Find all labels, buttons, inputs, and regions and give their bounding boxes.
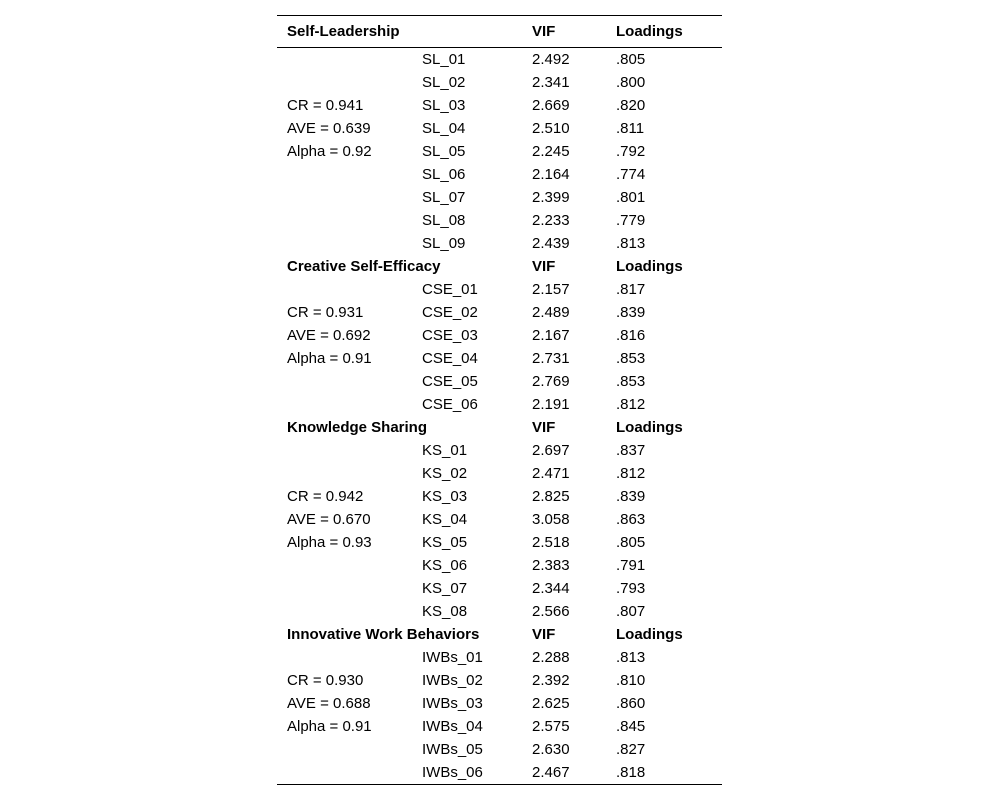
vif-header: VIF [532, 23, 556, 40]
loading-value: .839 [616, 304, 646, 321]
vif-value: 2.245 [532, 143, 570, 160]
empty-cell [277, 577, 422, 600]
reliability-stat: Alpha = 0.91 [287, 718, 372, 735]
item-code: SL_04 [422, 120, 466, 137]
vif-value: 2.731 [532, 350, 570, 367]
table-row [277, 94, 722, 117]
vif-value: 2.510 [532, 120, 570, 137]
table-row [277, 646, 722, 669]
loading-value: .839 [616, 488, 646, 505]
section-title: Innovative Work Behaviors [287, 626, 480, 643]
item-code: IWBs_06 [422, 764, 483, 781]
empty-cell [277, 278, 422, 301]
reliability-stat: AVE = 0.692 [287, 327, 371, 344]
empty-cell [277, 738, 422, 761]
table-row [277, 163, 722, 186]
vif-value: 2.344 [532, 580, 570, 597]
vif-value: 2.492 [532, 51, 570, 68]
loading-value: .813 [616, 235, 646, 252]
loading-value: .820 [616, 97, 646, 114]
table-row [277, 600, 722, 623]
item-code: CSE_04 [422, 350, 478, 367]
empty-cell [277, 232, 422, 255]
item-code: IWBs_05 [422, 741, 483, 758]
table-row [277, 71, 722, 94]
item-code: KS_06 [422, 557, 468, 574]
table-row [277, 393, 722, 416]
vif-value: 2.625 [532, 695, 570, 712]
loading-value: .813 [616, 649, 646, 666]
item-code: SL_02 [422, 74, 466, 91]
section-header [277, 623, 722, 646]
vif-value: 2.288 [532, 649, 570, 666]
item-code: IWBs_02 [422, 672, 483, 689]
loading-value: .805 [616, 534, 646, 551]
vif-value: 2.383 [532, 557, 570, 574]
loading-value: .817 [616, 281, 646, 298]
empty-cell [277, 370, 422, 393]
loading-value: .774 [616, 166, 646, 183]
loadings-header: Loadings [616, 258, 683, 275]
table-row [277, 508, 722, 531]
item-code: CSE_03 [422, 327, 478, 344]
item-code: KS_05 [422, 534, 468, 551]
item-code: CSE_06 [422, 396, 478, 413]
vif-value: 2.575 [532, 718, 570, 735]
item-code: IWBs_01 [422, 649, 483, 666]
item-code: KS_07 [422, 580, 468, 597]
table-row [277, 117, 722, 140]
reliability-stat: AVE = 0.688 [287, 695, 371, 712]
table-bottom-rule [277, 784, 722, 785]
loading-value: .810 [616, 672, 646, 689]
reliability-stat: CR = 0.942 [287, 488, 364, 505]
reliability-stat: AVE = 0.639 [287, 120, 371, 137]
empty-cell [277, 761, 422, 784]
vif-value: 2.697 [532, 442, 570, 459]
vif-value: 2.669 [532, 97, 570, 114]
reliability-stat: AVE = 0.670 [287, 511, 371, 528]
item-code: CSE_01 [422, 281, 478, 298]
loading-value: .779 [616, 212, 646, 229]
loading-value: .807 [616, 603, 646, 620]
table-row [277, 232, 722, 255]
vif-value: 2.825 [532, 488, 570, 505]
vif-value: 2.467 [532, 764, 570, 781]
vif-value: 2.518 [532, 534, 570, 551]
table-row [277, 370, 722, 393]
empty-cell [277, 554, 422, 577]
reliability-stat: CR = 0.931 [287, 304, 364, 321]
table-row [277, 531, 722, 554]
item-code: SL_01 [422, 51, 466, 68]
measurement-model-table [277, 15, 722, 785]
empty-cell [277, 600, 422, 623]
empty-cell [277, 209, 422, 232]
vif-value: 2.566 [532, 603, 570, 620]
item-code: IWBs_03 [422, 695, 483, 712]
item-code: KS_04 [422, 511, 468, 528]
vif-value: 3.058 [532, 511, 570, 528]
vif-value: 2.392 [532, 672, 570, 689]
loading-value: .800 [616, 74, 646, 91]
table-row [277, 485, 722, 508]
vif-value: 2.167 [532, 327, 570, 344]
vif-value: 2.191 [532, 396, 570, 413]
item-code: SL_09 [422, 235, 466, 252]
loading-value: .801 [616, 189, 646, 206]
empty-cell [277, 71, 422, 94]
vif-header: VIF [532, 626, 556, 643]
empty-cell [277, 462, 422, 485]
section-header [277, 255, 722, 278]
loading-value: .791 [616, 557, 646, 574]
vif-header: VIF [532, 419, 556, 436]
loading-value: .845 [616, 718, 646, 735]
table-row [277, 692, 722, 715]
empty-cell [277, 439, 422, 462]
table-row [277, 554, 722, 577]
table-row [277, 48, 722, 71]
table-row [277, 577, 722, 600]
table-row [277, 439, 722, 462]
vif-value: 2.439 [532, 235, 570, 252]
loading-value: .863 [616, 511, 646, 528]
empty-cell [277, 163, 422, 186]
table-row [277, 715, 722, 738]
item-code: KS_03 [422, 488, 468, 505]
table-row [277, 209, 722, 232]
table-row [277, 301, 722, 324]
section-title: Self-Leadership [287, 23, 400, 40]
loading-value: .860 [616, 695, 646, 712]
empty-cell [277, 48, 422, 71]
empty-cell [277, 393, 422, 416]
reliability-stat: Alpha = 0.91 [287, 350, 372, 367]
loadings-header: Loadings [616, 23, 683, 40]
vif-value: 2.769 [532, 373, 570, 390]
table-row [277, 669, 722, 692]
item-code: SL_08 [422, 212, 466, 229]
loading-value: .805 [616, 51, 646, 68]
empty-cell [277, 646, 422, 669]
loading-value: .827 [616, 741, 646, 758]
loading-value: .793 [616, 580, 646, 597]
loadings-header: Loadings [616, 419, 683, 436]
table-row [277, 140, 722, 163]
item-code: KS_01 [422, 442, 468, 459]
reliability-stat: CR = 0.941 [287, 97, 364, 114]
table-header [277, 16, 722, 47]
item-code: SL_07 [422, 189, 466, 206]
table-row [277, 761, 722, 784]
item-code: IWBs_04 [422, 718, 483, 735]
item-code: SL_03 [422, 97, 466, 114]
loading-value: .818 [616, 764, 646, 781]
table-row [277, 462, 722, 485]
section-header-self-leadership [277, 16, 722, 47]
vif-value: 2.630 [532, 741, 570, 758]
loading-value: .792 [616, 143, 646, 160]
item-code: SL_05 [422, 143, 466, 160]
table-row [277, 278, 722, 301]
loading-value: .811 [616, 120, 645, 137]
vif-value: 2.233 [532, 212, 570, 229]
loading-value: .812 [616, 465, 646, 482]
section-title: Knowledge Sharing [287, 419, 428, 436]
item-code: KS_08 [422, 603, 468, 620]
loading-value: .853 [616, 373, 646, 390]
section-title: Creative Self-Efficacy [287, 258, 441, 275]
vif-value: 2.399 [532, 189, 570, 206]
reliability-stat: Alpha = 0.92 [287, 143, 372, 160]
table-row [277, 347, 722, 370]
reliability-stat: Alpha = 0.93 [287, 534, 372, 551]
table-row [277, 324, 722, 347]
item-code: KS_02 [422, 465, 468, 482]
vif-value: 2.471 [532, 465, 570, 482]
loading-value: .853 [616, 350, 646, 367]
vif-value: 2.157 [532, 281, 570, 298]
vif-value: 2.489 [532, 304, 570, 321]
reliability-stat: CR = 0.930 [287, 672, 364, 689]
loading-value: .816 [616, 327, 646, 344]
vif-value: 2.341 [532, 74, 570, 91]
item-code: CSE_02 [422, 304, 478, 321]
loading-value: .837 [616, 442, 646, 459]
section-header [277, 416, 722, 439]
empty-cell [277, 186, 422, 209]
item-code: CSE_05 [422, 373, 478, 390]
table-row [277, 738, 722, 761]
table-row [277, 186, 722, 209]
loadings-header: Loadings [616, 626, 683, 643]
loading-value: .812 [616, 396, 646, 413]
table-body [277, 48, 722, 784]
vif-header: VIF [532, 258, 556, 275]
item-code: SL_06 [422, 166, 466, 183]
vif-value: 2.164 [532, 166, 570, 183]
